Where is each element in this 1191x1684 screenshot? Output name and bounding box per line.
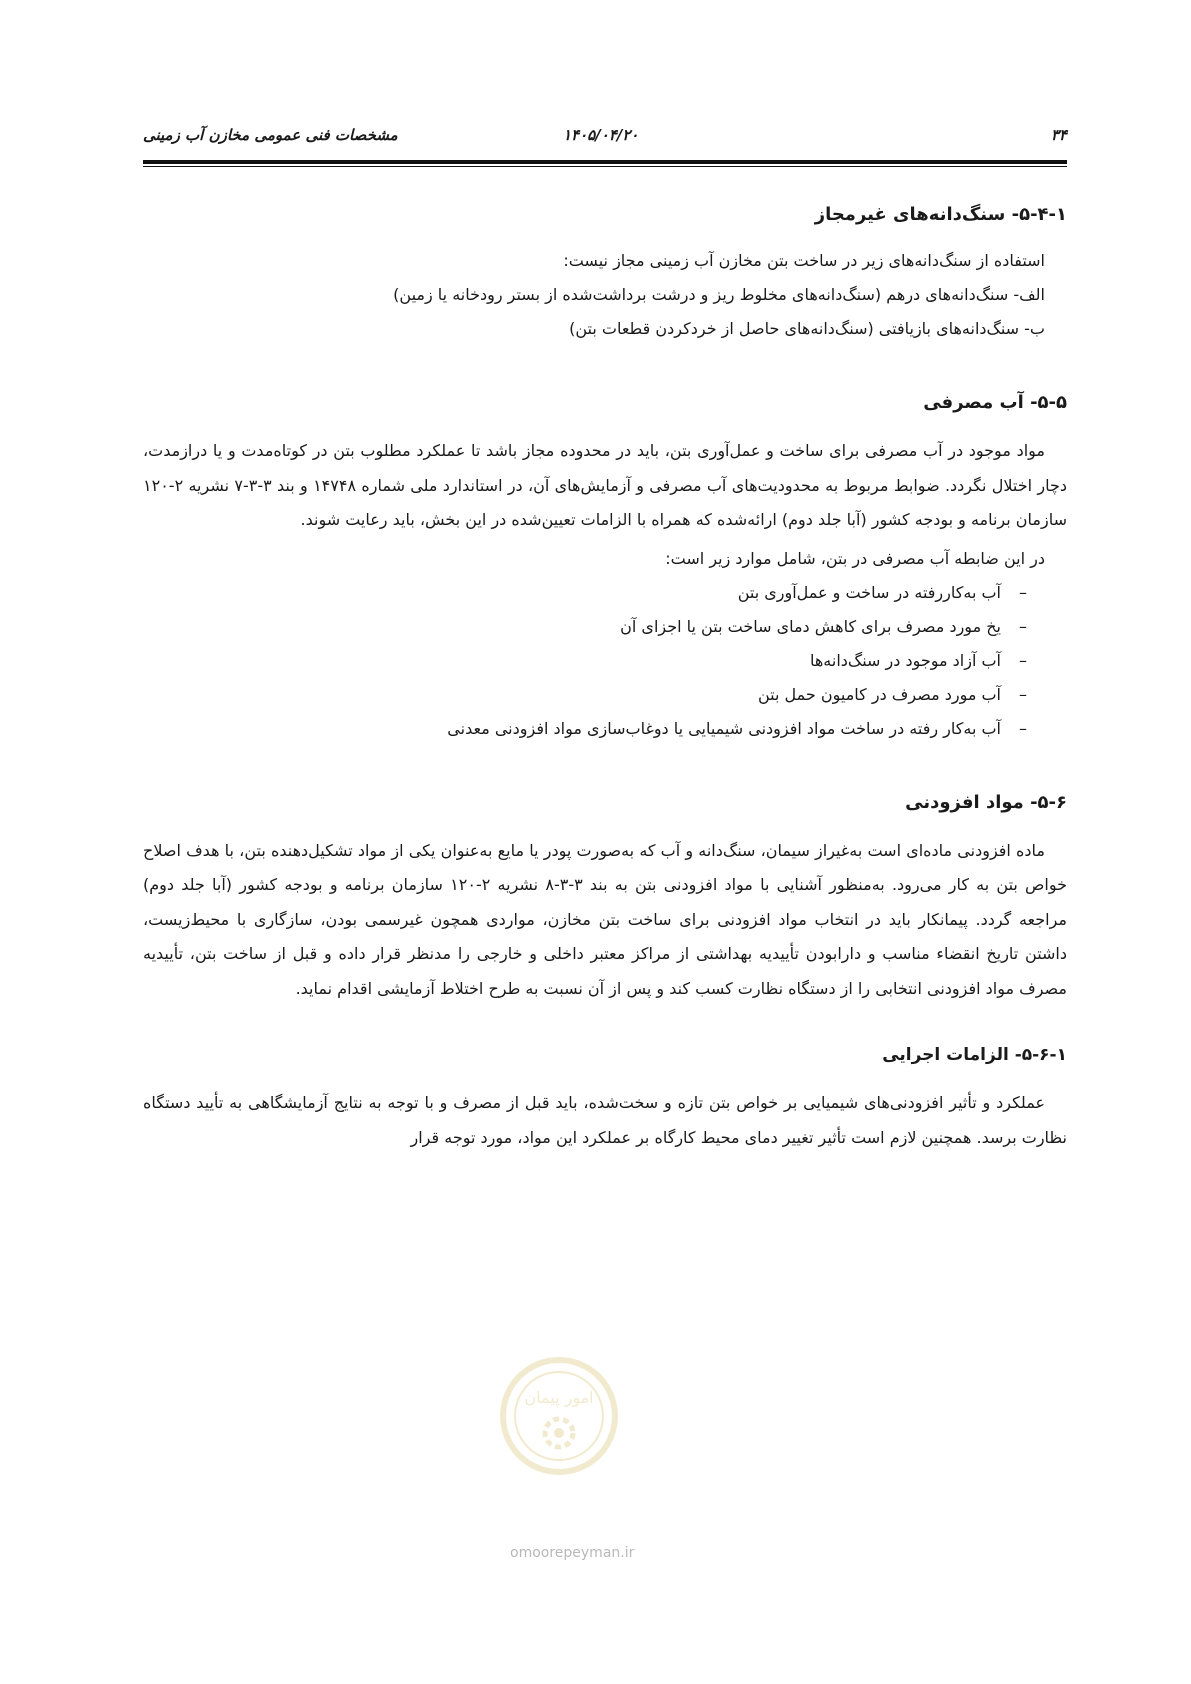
page-header	[143, 126, 1067, 148]
water-list	[143, 576, 1067, 746]
section-paragraph: ماده افزودنی ماده‌ای است به‌غیراز سیمان، سنگ‌دانه و آب که به‌صورت پودر یا مایع به‌عنوان یکی از مواد تشکیل‌دهنده بتن، با هدف اصلاح خواص بتن به کار می‌رود. به‌منظور آشنایی با مواد افزودنی بتن به بند ۳-۳-۸ نشریه ۲-۱۲۰ سازمان برنامه و بودجه کشور (آبا جلد دوم) مراجعه گردد. پیمانکار باید در انتخاب مواد افزودنی برای ساخت بتن مخازن، مواردی همچون غیرسمی بودن، سازگاری با محیط‌زیست، داشتن تاریخ انقضاء مناسب و دارابودن تأییدیه بهداشتی از مراکز معتبر داخلی و خارجی را مدنظر قرار داده و قبل از ساخت بتن، تأییدیه مصرف مواد افزودنی انتخابی را از دستگاه نظارت کسب کند و پس از آن نسبت به طرح اختلاط آزمایشی اقدام نماید.	[143, 840, 1068, 998]
watermark-logo	[498, 1355, 620, 1477]
section-paragraph: مواد موجود در آب مصرفی برای ساخت و عمل‌آوری بتن، باید در محدوده مجاز باشد تا عملکرد مطلوب بتن در کوتاه‌مدت و یا درازمدت، دچار اختلال نگردد. ضوابط مربوط به محدودیت‌های آب مصرفی و آزمایش‌های آن، در استاندارد ملی شماره ۱۴۷۴۸ و بند ۳-۳-۷ نشریه ۲-۱۲۰ سازمان برنامه و بودجه کشور (آبا جلد دوم) ارائه‌شده که همراه با الزامات تعیین‌شده در این بخش، باید رعایت شوند.	[143, 441, 1067, 529]
section-paragraph: عملکرد و تأثیر افزودنی‌های شیمیایی بر خواص بتن تازه و سخت‌شده، باید قبل از مصرف و با توجه به نتایج آزمایشگاهی به تأیید دستگاه نظارت برسد. همچنین لازم است تأثیر تغییر دمای محیط کارگاه بر عملکرد این مواد، مورد توجه قرار	[143, 1093, 1067, 1147]
list-item: – آب آزاد موجود در سنگ‌دانه‌ها	[143, 644, 1027, 678]
section-intro: استفاده از سنگ‌دانه‌های زیر در ساخت بتن مخازن آب زمینی مجاز نیست:	[563, 251, 1045, 270]
header-title: مشخصات فنی عمومی مخازن آب زمینی	[143, 126, 398, 144]
watermark-logo-text: امور پیمان	[524, 1388, 594, 1407]
list-item: ب- سنگ‌دانه‌های بازیافتی (سنگ‌دانه‌های حاصل از خردکردن قطعات بتن)	[569, 319, 1045, 338]
list-item: – آب به‌کار رفته در ساخت مواد افزودنی شیمیایی یا دوغاب‌سازی مواد افزودنی معدنی	[143, 712, 1027, 746]
watermark-url: omoorepeyman.ir	[510, 1545, 635, 1561]
list-item: – یخ مورد مصرف برای کاهش دمای ساخت بتن یا اجزای آن	[143, 610, 1027, 644]
section-intro: در این ضابطه آب مصرفی در بتن، شامل موارد زیر است:	[665, 548, 1045, 568]
list-item: – آب به‌کاررفته در ساخت و عمل‌آوری بتن	[143, 576, 1027, 610]
header-rule-thick	[143, 160, 1067, 164]
page-number: ۳۴	[1050, 126, 1067, 144]
section-heading-water: ۵-۵- آب مصرفی	[923, 392, 1067, 413]
header-rule-thin	[143, 166, 1067, 167]
section-heading-unallowed-aggregates: ۵-۴-۱- سنگ‌دانه‌های غیرمجاز	[814, 204, 1067, 225]
section-heading-execution: ۵-۶-۱- الزامات اجرایی	[882, 1045, 1067, 1065]
list-item: الف- سنگ‌دانه‌های درهم (سنگ‌دانه‌های مخلوط ریز و درشت برداشت‌شده از بستر رودخانه یا زمین)	[393, 285, 1045, 304]
header-date: ۱۴۰۵/۰۴/۲۰	[563, 126, 639, 144]
document-body	[143, 200, 1067, 1155]
section-heading-admixtures: ۵-۶- مواد افزودنی	[905, 791, 1067, 813]
list-item: – آب مورد مصرف در کامیون حمل بتن	[143, 678, 1027, 712]
